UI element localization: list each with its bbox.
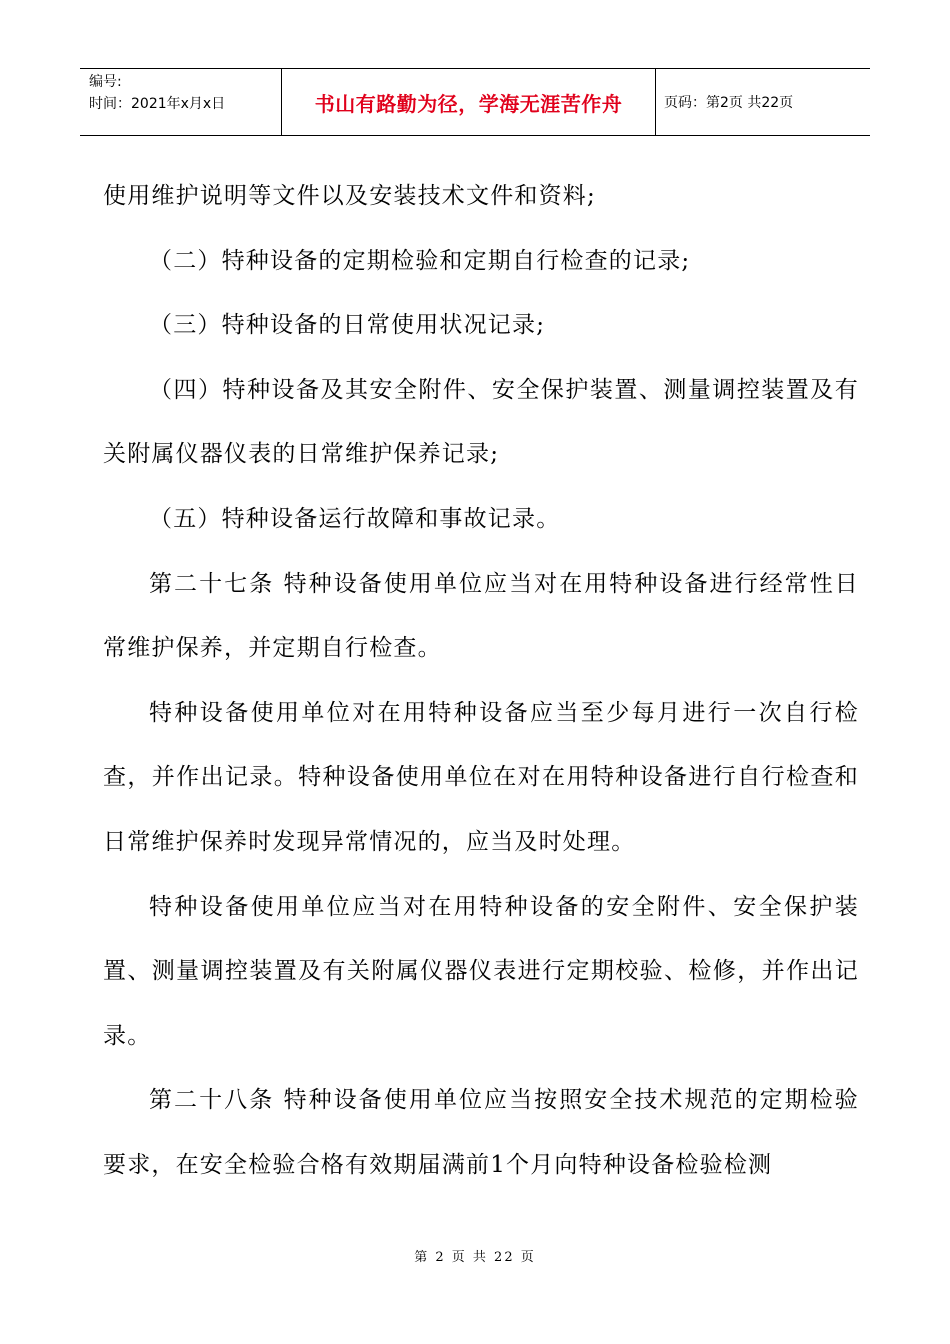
page-header [80,68,870,136]
paragraph: 第二十八条 特种设备使用单位应当按照安全技术规范的定期检验要求，在安全检验合格有效期届满前1个月向特种设备检验检测 [103,1087,859,1178]
doc-time-label: 时间：2021年x月x日 [89,96,226,112]
header-motto: 书山有路勤为径，学海无涯苦作舟 [282,69,656,135]
paragraph: （二）特种设备的定期检验和定期自行检查的记录; [149,247,691,274]
header-meta [80,69,282,135]
paragraph: 使用维护说明等文件以及安装技术文件和资料; [103,183,596,209]
page-footer: 第 2 页 共 22 页 [414,1250,536,1265]
paragraph: 特种设备使用单位对在用特种设备应当至少每月进行一次自行检查，并作出记录。特种设备使用单位在对在用特种设备进行自行检查和日常维护保养时发现异常情况的，应当及时处理。 [103,699,859,855]
doc-number-label: 编号: [89,74,122,90]
paragraph: （五）特种设备运行故障和事故记录。 [149,505,561,532]
document-body [103,164,859,1198]
paragraph: （四）特种设备及其安全附件、安全保护装置、测量调控装置及有关附属仪器仪表的日常维护保养记录; [103,376,859,468]
paragraph: 第二十七条 特种设备使用单位应当对在用特种设备进行经常性日常维护保养，并定期自行检查。 [103,570,859,662]
paragraph: （三）特种设备的日常使用状况记录; [149,312,546,339]
header-page-info: 页码：第2页 共22页 [664,95,794,111]
paragraph: 特种设备使用单位应当对在用特种设备的安全附件、安全保护装置、测量调控装置及有关附属仪器仪表进行定期校验、检修，并作出记录。 [103,893,859,1049]
